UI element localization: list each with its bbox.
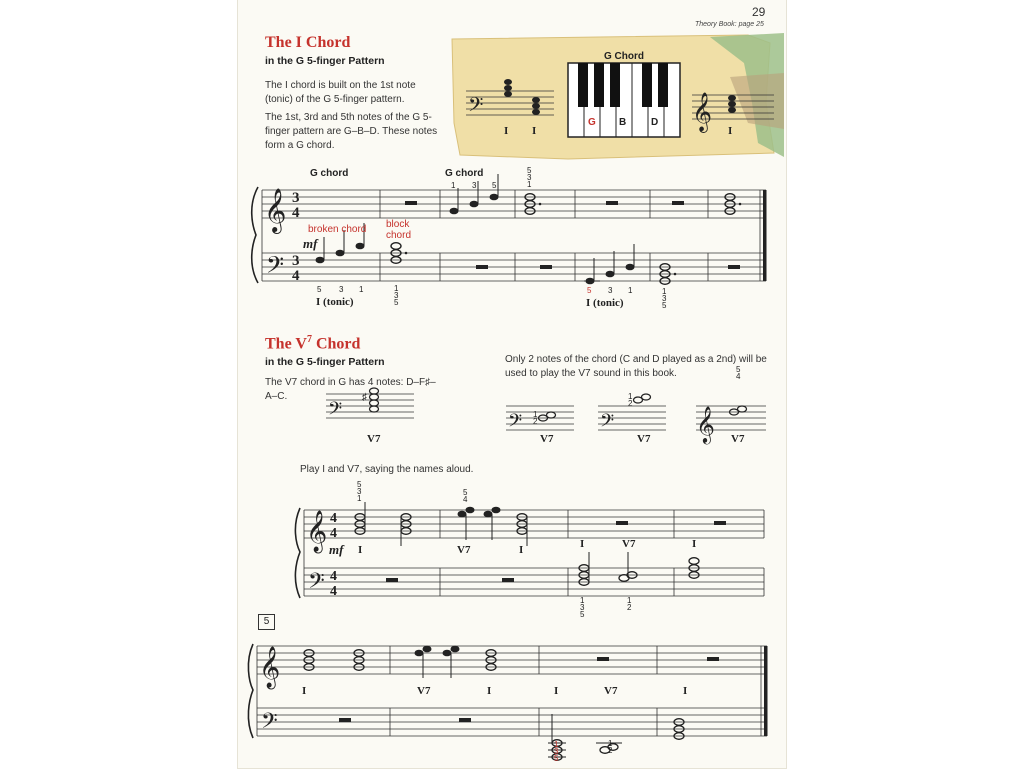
v7-paragraph-1: The V7 chord in G has 4 notes: D–F♯–A–C. (265, 377, 436, 402)
system2-rh-stack (357, 481, 361, 502)
system1-notation (240, 165, 785, 315)
ts1-bottom-bass: 4 (292, 268, 300, 284)
system2-lh-pair (627, 597, 631, 611)
ts1-bottom-treble: 4 (292, 205, 300, 221)
v7-title-sup: 7 (306, 334, 312, 345)
system3-lh-pair (608, 740, 612, 754)
illus-roman-right: I (728, 125, 733, 137)
v7-example-fingering-1 (533, 411, 537, 425)
lh2-finger-5: 5 (587, 286, 592, 295)
lh-stack-2-5: 5 (662, 301, 667, 310)
rh-stack-fingering (527, 167, 531, 188)
key-label-d: D (651, 117, 659, 128)
play-instruction: Play I and V7, saying the names aloud. (300, 464, 474, 475)
s2-lh-5: 5 (580, 610, 585, 619)
lh-finger-5: 5 (317, 285, 322, 294)
svg-text:𝄞: 𝄞 (696, 406, 715, 442)
svg-text:𝄢: 𝄢 (468, 95, 484, 121)
lh2-finger-3: 3 (608, 286, 613, 295)
system2-lh-stack (580, 597, 584, 618)
system3-lh-stack (554, 741, 558, 762)
v7-label-3: V7 (637, 433, 651, 445)
v7-label-2: V7 (540, 433, 554, 445)
system2-dynamic: mf (329, 542, 344, 557)
svg-text:𝄢: 𝄢 (261, 709, 278, 738)
v7-title-end: Chord (311, 335, 361, 353)
lh-stack-1-5: 5 (394, 298, 399, 307)
ts2-bottom-bass: 4 (330, 584, 337, 599)
s3-lh-1: 1 (554, 740, 559, 749)
theory-book-reference: Theory Book: page 25 (695, 21, 764, 28)
s3-roman-1: I (302, 685, 307, 697)
rh-finger-5: 5 (492, 181, 497, 190)
tonic-label-2: I (tonic) (586, 297, 624, 309)
system1-chord-label-1: G chord (310, 168, 349, 179)
s2-rh-5: 5 (357, 480, 362, 489)
broken-chord-label: broken chord (308, 224, 367, 235)
s3-roman-2: V7 (417, 685, 431, 697)
s2-roman-6: I (692, 538, 697, 550)
ts2-top-bass: 4 (330, 569, 337, 584)
system1-dynamic: mf (303, 236, 318, 251)
i-chord-paragraph-1: The I chord is built on the 1st note (tonic) of the G 5-finger pattern. (265, 80, 416, 105)
ts1-top-treble: 3 (292, 190, 300, 206)
lh-finger-1: 1 (359, 285, 364, 294)
s3-roman-4: I (554, 685, 559, 697)
s2-rh-1: 1 (357, 494, 362, 503)
lh-stack-1-1: 1 (394, 284, 399, 293)
s2-rh-pair-4: 4 (463, 495, 468, 504)
ex3-f5: 5 (736, 365, 741, 374)
s3-roman-6: I (683, 685, 688, 697)
i-chord-paragraph-2: The 1st, 3rd and 5th notes of the G 5-finger pattern are G–B–D. These notes form a G chord. (265, 112, 438, 151)
s2-roman-5: V7 (622, 538, 636, 550)
svg-text:𝄞: 𝄞 (692, 94, 713, 131)
v7-subtitle: in the G 5-finger Pattern (265, 356, 385, 368)
s2-lh-pair-1: 1 (627, 596, 632, 605)
illus-roman-left-1: I (504, 125, 509, 137)
s2-lh-1: 1 (580, 596, 585, 605)
ex2-f2: 2 (628, 399, 633, 408)
ex3-f4: 4 (736, 372, 741, 381)
lh-stack-1-3: 3 (394, 291, 399, 300)
ts1-top-bass: 3 (292, 253, 300, 269)
section-subtitle: in the G 5-finger Pattern (265, 55, 385, 67)
system3-grand-staff (243, 632, 773, 768)
keyboard-title: G Chord (604, 51, 644, 62)
lh-stack-2-3: 3 (662, 294, 667, 303)
v7-label-4: V7 (731, 433, 745, 445)
lh-finger-3: 3 (339, 285, 344, 294)
lh2-finger-1: 1 (628, 286, 633, 295)
measure-number: 5 (258, 614, 275, 630)
svg-text:𝄞: 𝄞 (259, 647, 281, 687)
svg-text:𝄞: 𝄞 (306, 511, 328, 551)
system2-rh-pair (463, 489, 467, 503)
g-chord-illustration (448, 33, 784, 161)
section-title-i-chord: The I Chord (265, 34, 351, 51)
s2-roman-1: I (358, 544, 363, 556)
v7-title-main: The V (265, 335, 307, 353)
svg-text:𝄞: 𝄞 (264, 190, 287, 232)
section-title-v7-chord (265, 334, 360, 353)
svg-text:𝄢: 𝄢 (600, 410, 615, 435)
lh-stack-2-fingering (662, 288, 666, 309)
key-label-b: B (619, 117, 627, 128)
v7-paragraph-2: Only 2 notes of the chord (C and D played as a 2nd) will be used to play the V7 sound in this book. (505, 354, 767, 379)
block-chord-label-1: block (386, 219, 410, 230)
s2-lh-pair-2: 2 (627, 603, 632, 612)
s3-lh-5: 5 (554, 754, 559, 763)
lh-stack-2-1: 1 (662, 287, 667, 296)
system1-chord-label-2: G chord (445, 168, 484, 179)
s3-roman-3: I (487, 685, 492, 697)
v7-example-fingering-3 (736, 366, 740, 380)
key-label-g: G (588, 117, 596, 128)
block-chord-label-2: chord (386, 230, 412, 241)
tonic-label-1: I (tonic) (316, 296, 354, 308)
rh-stack-3: 3 (527, 173, 532, 182)
s3-lh-3: 3 (554, 747, 559, 756)
svg-text:𝄢: 𝄢 (308, 569, 325, 598)
ex2-f1: 1 (628, 392, 633, 401)
svg-text:𝄢: 𝄢 (508, 410, 523, 435)
v7-example-fingering-2 (628, 393, 632, 407)
rh-stack-5: 5 (527, 166, 532, 175)
svg-text:𝄢: 𝄢 (266, 253, 285, 284)
system3-notation (243, 632, 773, 768)
illus-roman-left-2: I (532, 125, 537, 137)
page-number: 29 (752, 5, 766, 19)
s2-roman-4: I (580, 538, 585, 550)
ts2-top-treble: 4 (330, 511, 337, 526)
rh-finger-3: 3 (472, 181, 477, 190)
rh-stack-1: 1 (527, 180, 532, 189)
rh-finger-1: 1 (451, 181, 456, 190)
s2-rh-3: 3 (357, 487, 362, 496)
ts2-bottom-treble: 4 (330, 526, 337, 541)
s2-rh-pair-5: 5 (463, 488, 468, 497)
s2-roman-3: I (519, 544, 524, 556)
ex1-f1: 1 (533, 410, 538, 419)
s3-lh-pair-2: 2 (608, 746, 613, 755)
lh-stack-1-fingering (394, 285, 398, 306)
svg-text:𝄢: 𝄢 (328, 398, 343, 423)
s3-roman-5: V7 (604, 685, 618, 697)
svg-text:♯: ♯ (362, 392, 367, 403)
ex1-f2: 2 (533, 417, 538, 426)
v7-label-1: V7 (367, 433, 381, 445)
s3-lh-pair-1: 1 (608, 739, 613, 748)
s2-roman-2: V7 (457, 544, 471, 556)
system1-grand-staff (240, 165, 785, 315)
s2-lh-3: 3 (580, 603, 585, 612)
